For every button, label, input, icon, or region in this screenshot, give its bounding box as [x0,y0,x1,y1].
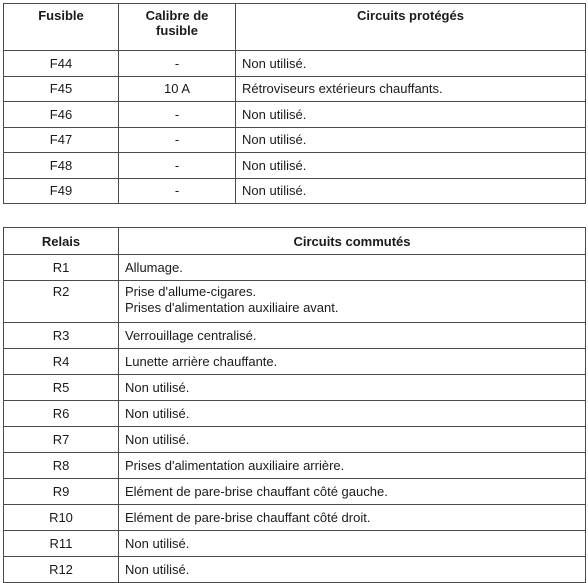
fuse-circuit: Non utilisé. [236,153,586,179]
table-row [4,51,586,77]
table-row [4,323,586,349]
fuse-circuit: Non utilisé. [236,127,586,153]
relay-circuit: Non utilisé. [119,557,586,583]
relay-circuit: Verrouillage centralisé. [119,323,586,349]
header-relais: Relais [4,228,119,255]
relay-id: R7 [4,427,119,453]
relay-table [3,227,586,583]
relay-id: R3 [4,323,119,349]
fuse-id: F46 [4,102,119,128]
fuse-table-header [4,4,586,51]
fuse-rating: 10 A [119,76,236,102]
relay-id: R5 [4,375,119,401]
fuse-table [3,3,586,204]
table-row [4,401,586,427]
relay-circuit: Elément de pare-brise chauffant côté droit. [119,505,586,531]
header-circuits-proteges: Circuits protégés [236,4,586,51]
table-row [4,479,586,505]
table-row [4,427,586,453]
table-row [4,153,586,179]
fuse-id: F44 [4,51,119,77]
table-row [4,178,586,204]
header-calibre-line2: fusible [156,23,198,38]
table-row [4,531,586,557]
relay-circuit: Non utilisé. [119,375,586,401]
fuse-rating: - [119,153,236,179]
relay-id: R8 [4,453,119,479]
table-row [4,505,586,531]
table-row [4,557,586,583]
relay-circuit: Lunette arrière chauffante. [119,349,586,375]
fuse-rating: - [119,102,236,128]
relay-circuit: Elément de pare-brise chauffant côté gauche. [119,479,586,505]
fuse-rating: - [119,51,236,77]
relay-circuit [119,281,586,323]
relay-id: R10 [4,505,119,531]
fuse-circuit: Non utilisé. [236,102,586,128]
table-row [4,102,586,128]
relay-circuit-line1: Prise d'allume-cigares. [125,284,257,299]
header-circuits-commutes: Circuits commutés [119,228,586,255]
relay-id: R12 [4,557,119,583]
relay-id: R4 [4,349,119,375]
table-row [4,127,586,153]
fuse-id: F48 [4,153,119,179]
table-row [4,349,586,375]
header-fusible: Fusible [4,4,119,51]
fuse-id: F49 [4,178,119,204]
fuse-circuit: Non utilisé. [236,178,586,204]
header-calibre [119,4,236,51]
relay-circuit-line2: Prises d'alimentation auxiliaire avant. [125,300,339,315]
fuse-circuit: Rétroviseurs extérieurs chauffants. [236,76,586,102]
relay-table-header [4,228,586,255]
relay-circuit: Allumage. [119,255,586,281]
table-row [4,76,586,102]
table-row [4,375,586,401]
fuse-circuit: Non utilisé. [236,51,586,77]
relay-circuit: Non utilisé. [119,427,586,453]
relay-circuit: Prises d'alimentation auxiliaire arrière. [119,453,586,479]
relay-circuit: Non utilisé. [119,401,586,427]
header-calibre-line1: Calibre de [145,8,209,23]
relay-id: R9 [4,479,119,505]
relay-id: R6 [4,401,119,427]
relay-circuit: Non utilisé. [119,531,586,557]
fuse-rating: - [119,178,236,204]
fuse-id: F47 [4,127,119,153]
table-row [4,453,586,479]
relay-id: R11 [4,531,119,557]
fuse-id: F45 [4,76,119,102]
table-row [4,255,586,281]
relay-id: R1 [4,255,119,281]
fuse-rating: - [119,127,236,153]
table-row [4,281,586,323]
relay-id: R2 [4,281,119,323]
